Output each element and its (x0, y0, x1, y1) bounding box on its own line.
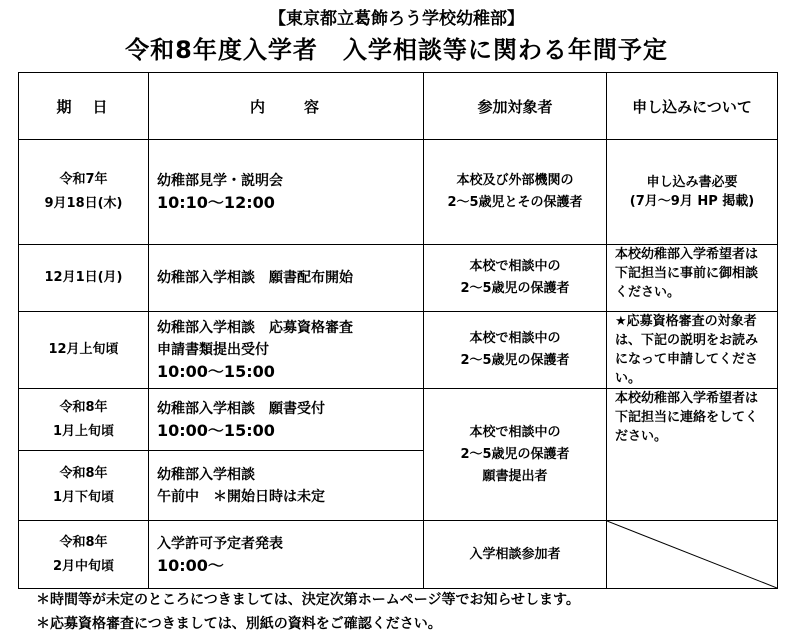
content-cell (149, 140, 424, 245)
target-line: 本校で相談中の (469, 331, 561, 346)
content-line: 幼稚部入学相談 願書配布開始 (157, 270, 353, 286)
school-name: 【東京都立葛飾ろう学校幼稚部】 (269, 9, 524, 29)
target-cell (424, 245, 607, 312)
apply-line: 申し込み書必要 (646, 175, 738, 190)
time-line: 10:00〜15:00 (157, 420, 275, 440)
table-row (19, 312, 778, 389)
column-header-apply: 申し込みについて (607, 73, 778, 140)
table-row (19, 389, 778, 451)
target-line: 入学相談参加者 (469, 546, 561, 562)
target-line: 2〜5歳児の保護者 (460, 281, 570, 296)
note-line: ＊時間等が未定のところにつきましては、決定次第ホームページ等でお知らせします。 (36, 592, 580, 608)
table-row (19, 140, 778, 245)
notes (36, 588, 580, 636)
apply-text: ★応募資格審査の対象者は、下記の説明をお読みになって申請してください。 (615, 314, 759, 386)
page-title: 令和8年度入学者 入学相談等に関わる年間予定 (125, 36, 668, 64)
date-line: 12月1日(月) (44, 270, 123, 285)
content-line: 幼稚部入学相談 応募資格審査 (157, 320, 353, 336)
content-line: 幼稚部見学・説明会 (157, 173, 283, 189)
date-cell (19, 451, 149, 521)
content-line: 入学許可予定者発表 (157, 535, 283, 552)
date-line: 2月中旬頃 (52, 558, 115, 574)
table-row (19, 245, 778, 312)
date-line: 12月上旬頃 (48, 342, 119, 357)
content-line: 申請書類提出受付 (157, 342, 269, 358)
diagonal-strike (607, 521, 777, 588)
target-line: 本校で相談中の (469, 259, 561, 274)
time-line: 10:00〜 (157, 555, 224, 575)
target-cell (424, 521, 607, 589)
content-cell (149, 451, 424, 521)
table-row (19, 521, 778, 589)
content-cell (149, 245, 424, 312)
apply-cell (607, 140, 778, 245)
target-cell (424, 140, 607, 245)
apply-cell-empty (607, 521, 778, 589)
date-line: 9月18日(木) (44, 196, 123, 211)
target-line: 本校及び外部機関の (456, 173, 574, 188)
target-cell (424, 312, 607, 389)
date-cell (19, 521, 149, 589)
content-line: 幼稚部入学相談 願書受付 (157, 400, 325, 417)
schedule-table (18, 72, 778, 589)
date-cell (19, 312, 149, 389)
apply-line: (7月〜9月 HP 掲載) (629, 194, 755, 209)
target-line: 本校で相談中の (469, 424, 561, 440)
time-line: 10:00〜15:00 (157, 362, 275, 381)
note-line: ＊応募資格審査につきましては、別紙の資料をご確認ください。 (36, 616, 442, 632)
column-header-target: 参加対象者 (424, 73, 607, 140)
date-line: 1月上旬頃 (52, 423, 115, 439)
date-cell (19, 245, 149, 312)
date-line: 令和8年 (59, 465, 108, 481)
content-cell (149, 389, 424, 451)
apply-cell (607, 245, 778, 312)
column-header-date: 期 日 (19, 73, 149, 140)
apply-cell (607, 312, 778, 389)
target-cell (424, 389, 607, 521)
date-line: 令和8年 (59, 534, 108, 550)
target-line: 2〜5歳児の保護者 (460, 353, 570, 368)
date-cell (19, 389, 149, 451)
content-line: 午前中 ＊開始日時は未定 (157, 488, 325, 505)
time-line: 10:10〜12:00 (157, 193, 275, 212)
apply-text: 本校幼稚部入学希望者は下記担当に事前に御相談ください。 (615, 247, 759, 300)
target-line: 2〜5歳児の保護者 (460, 446, 570, 462)
apply-text: 本校幼稚部入学希望者は下記担当に連絡をしてください。 (615, 391, 759, 444)
date-line: 令和8年 (59, 399, 108, 415)
content-cell (149, 521, 424, 589)
target-line: 願書提出者 (482, 468, 548, 484)
date-cell (19, 140, 149, 245)
column-header-content: 内 容 (149, 73, 424, 140)
content-line: 幼稚部入学相談 (157, 466, 255, 483)
date-line: 令和7年 (59, 172, 108, 187)
content-cell (149, 312, 424, 389)
apply-cell (607, 389, 778, 521)
table-header-row (19, 73, 778, 140)
target-line: 2〜5歳児とその保護者 (447, 195, 583, 210)
date-line: 1月下旬頃 (52, 489, 115, 505)
